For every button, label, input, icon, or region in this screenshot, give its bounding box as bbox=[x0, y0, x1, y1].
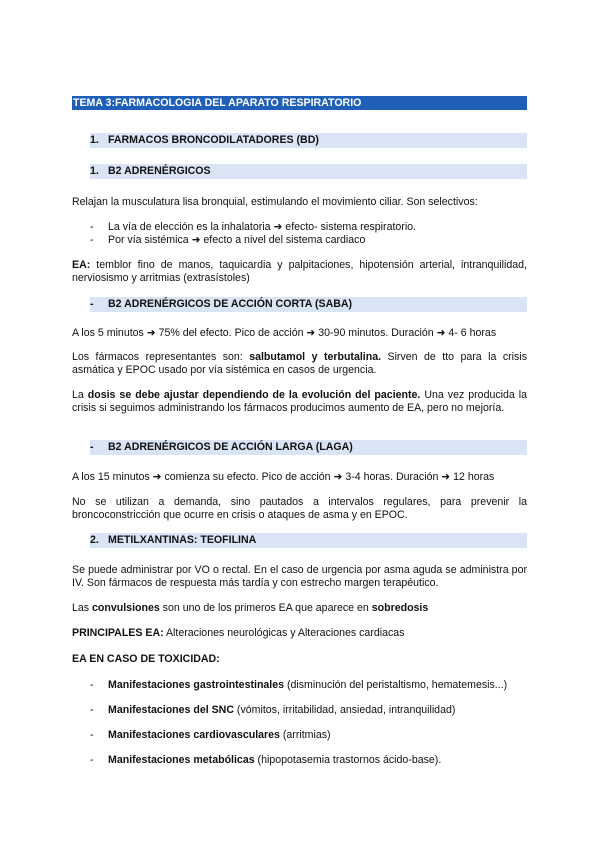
bold-text: sobredosis bbox=[371, 602, 429, 614]
bold-text: dosis se debe ajustar dependiendo de la evolución del paciente. bbox=[87, 389, 421, 401]
bullet-dash: - bbox=[90, 704, 94, 716]
bold-text: convulsiones bbox=[92, 602, 160, 614]
text-span: (arritmias) bbox=[279, 729, 331, 741]
paragraph-text: A los 15 minutos ➜ comienza su efecto. Pico de acción ➜ 3-4 horas. Duración ➜ 12 horas bbox=[72, 471, 495, 483]
ea-label: EA: bbox=[72, 259, 91, 271]
document-title: TEMA 3:FARMACOLOGIA DEL APARATO RESPIRATORIO bbox=[72, 96, 527, 110]
paragraph-text: No se utilizan a demanda, sino pautados a intervalos regulares, para prevenir la broncoconstricción que ocurre en crisis o ataques de asma y en EPOC. bbox=[72, 496, 527, 521]
text-span: Las bbox=[72, 602, 93, 614]
bullet-dash: - bbox=[90, 754, 94, 766]
heading-label: B2 ADRENÉRGICOS DE ACCIÓN CORTA (SABA) bbox=[108, 298, 353, 310]
ea-text: temblor fino de manos, taquicardia y palpitaciones, hipotensión arterial, intranquilidad, nerviosismo y arritmias (extrasístoles) bbox=[72, 259, 527, 284]
list-vias bbox=[90, 221, 527, 247]
subsection-heading-b2 bbox=[90, 164, 527, 179]
paragraph-text: Relajan la musculatura lisa bronquial, estimulando el movimiento ciliar. Son selectivos: bbox=[72, 196, 478, 208]
paragraph-convulsiones bbox=[72, 602, 527, 615]
paragraph-text bbox=[72, 602, 527, 615]
paragraph-text: Se puede administrar por VO o rectal. En el caso de urgencia por asma aguda se administra por IV. Son fármacos de respuesta más tardía y con estrecho margen terapéutico. bbox=[72, 564, 527, 589]
text-span: Los fármacos representantes son: bbox=[72, 351, 250, 363]
text-span: Sirven de tto para la crisis asmática y EPOC usado por vía sistémica en casos de urgencia. bbox=[72, 351, 527, 376]
paragraph-text bbox=[72, 627, 527, 640]
subsection-number: 1. bbox=[90, 165, 99, 177]
heading-dash: - bbox=[90, 441, 94, 453]
bullet-dash: - bbox=[90, 234, 94, 246]
drug-names: salbutamol y terbutalina. bbox=[249, 351, 382, 363]
heading-label: B2 ADRENÉRGICOS DE ACCIÓN LARGA (LAGA) bbox=[108, 441, 353, 453]
section-number: 1. bbox=[90, 134, 99, 146]
list-item bbox=[90, 754, 527, 767]
section-heading-broncodilatadores bbox=[90, 133, 527, 148]
list-item bbox=[90, 221, 527, 234]
subsection-label: METILXANTINAS: TEOFILINA bbox=[108, 534, 257, 546]
paragraph-ea bbox=[72, 259, 527, 285]
list-item-text: Por vía sistémica ➜ efecto a nivel del sistema cardiaco bbox=[108, 234, 366, 246]
text-span: Una vez producida la crisis si seguimos administrando los fármacos producimos aumento de EA, pero no mejoría. bbox=[72, 389, 528, 414]
paragraph-text bbox=[72, 351, 527, 377]
paragraph-laba-text bbox=[72, 496, 527, 522]
list-item bbox=[90, 234, 527, 247]
bold-heading: EA EN CASO DE TOXICIDAD: bbox=[72, 653, 220, 665]
paragraph-text bbox=[72, 259, 527, 285]
list-item-text: La vía de elección es la inhalatoria ➜ efecto- sistema respiratorio. bbox=[108, 221, 417, 233]
bullet-dash: - bbox=[90, 221, 94, 233]
heading-laba bbox=[90, 440, 527, 455]
bold-label: PRINCIPALES EA: bbox=[72, 627, 164, 639]
bullet-dash: - bbox=[90, 729, 94, 741]
heading-saba bbox=[90, 297, 527, 312]
bullet-dash: - bbox=[90, 679, 94, 691]
list-item bbox=[90, 729, 527, 742]
text-span: (disminución del peristaltismo, hematemesis...) bbox=[284, 679, 508, 691]
text-span: son uno de los primeros EA que aparece en bbox=[159, 602, 372, 614]
paragraph-relajan bbox=[72, 196, 527, 209]
paragraph-principales-ea bbox=[72, 627, 527, 640]
bold-text: Manifestaciones del SNC bbox=[108, 704, 234, 716]
section-label: FARMACOS BRONCODILATADORES (BD) bbox=[108, 134, 319, 146]
paragraph-saba-timing bbox=[72, 327, 527, 340]
bold-text: Manifestaciones cardiovasculares bbox=[108, 729, 280, 741]
text-span: Alteraciones neurológicas y Alteraciones cardiacas bbox=[163, 627, 405, 639]
bold-text: Manifestaciones gastrointestinales bbox=[108, 679, 285, 691]
list-item bbox=[90, 679, 527, 692]
paragraph-text bbox=[72, 653, 527, 666]
paragraph-text bbox=[72, 389, 527, 415]
list-item bbox=[90, 704, 527, 717]
paragraph-laba-timing bbox=[72, 471, 527, 484]
subsection-label: B2 ADRENÉRGICOS bbox=[108, 165, 211, 177]
heading-toxicidad bbox=[72, 653, 527, 666]
list-toxicidad bbox=[90, 679, 527, 767]
text-span: (hipopotasemia trastornos ácido-base). bbox=[254, 754, 442, 766]
text-span: La bbox=[72, 389, 88, 401]
text-span: (vómitos, irritabilidad, ansiedad, intranquilidad) bbox=[233, 704, 456, 716]
bold-text: Manifestaciones metabólicas bbox=[108, 754, 255, 766]
paragraph-saba-dosis bbox=[72, 389, 527, 415]
heading-dash: - bbox=[90, 298, 94, 310]
subsection-number: 2. bbox=[90, 534, 99, 546]
paragraph-teofilina bbox=[72, 564, 527, 590]
paragraph-saba-representantes bbox=[72, 351, 527, 377]
subsection-heading-metilxantinas bbox=[90, 533, 527, 548]
paragraph-text: A los 5 minutos ➜ 75% del efecto. Pico de acción ➜ 30-90 minutos. Duración ➜ 4- 6 horas bbox=[72, 327, 497, 339]
